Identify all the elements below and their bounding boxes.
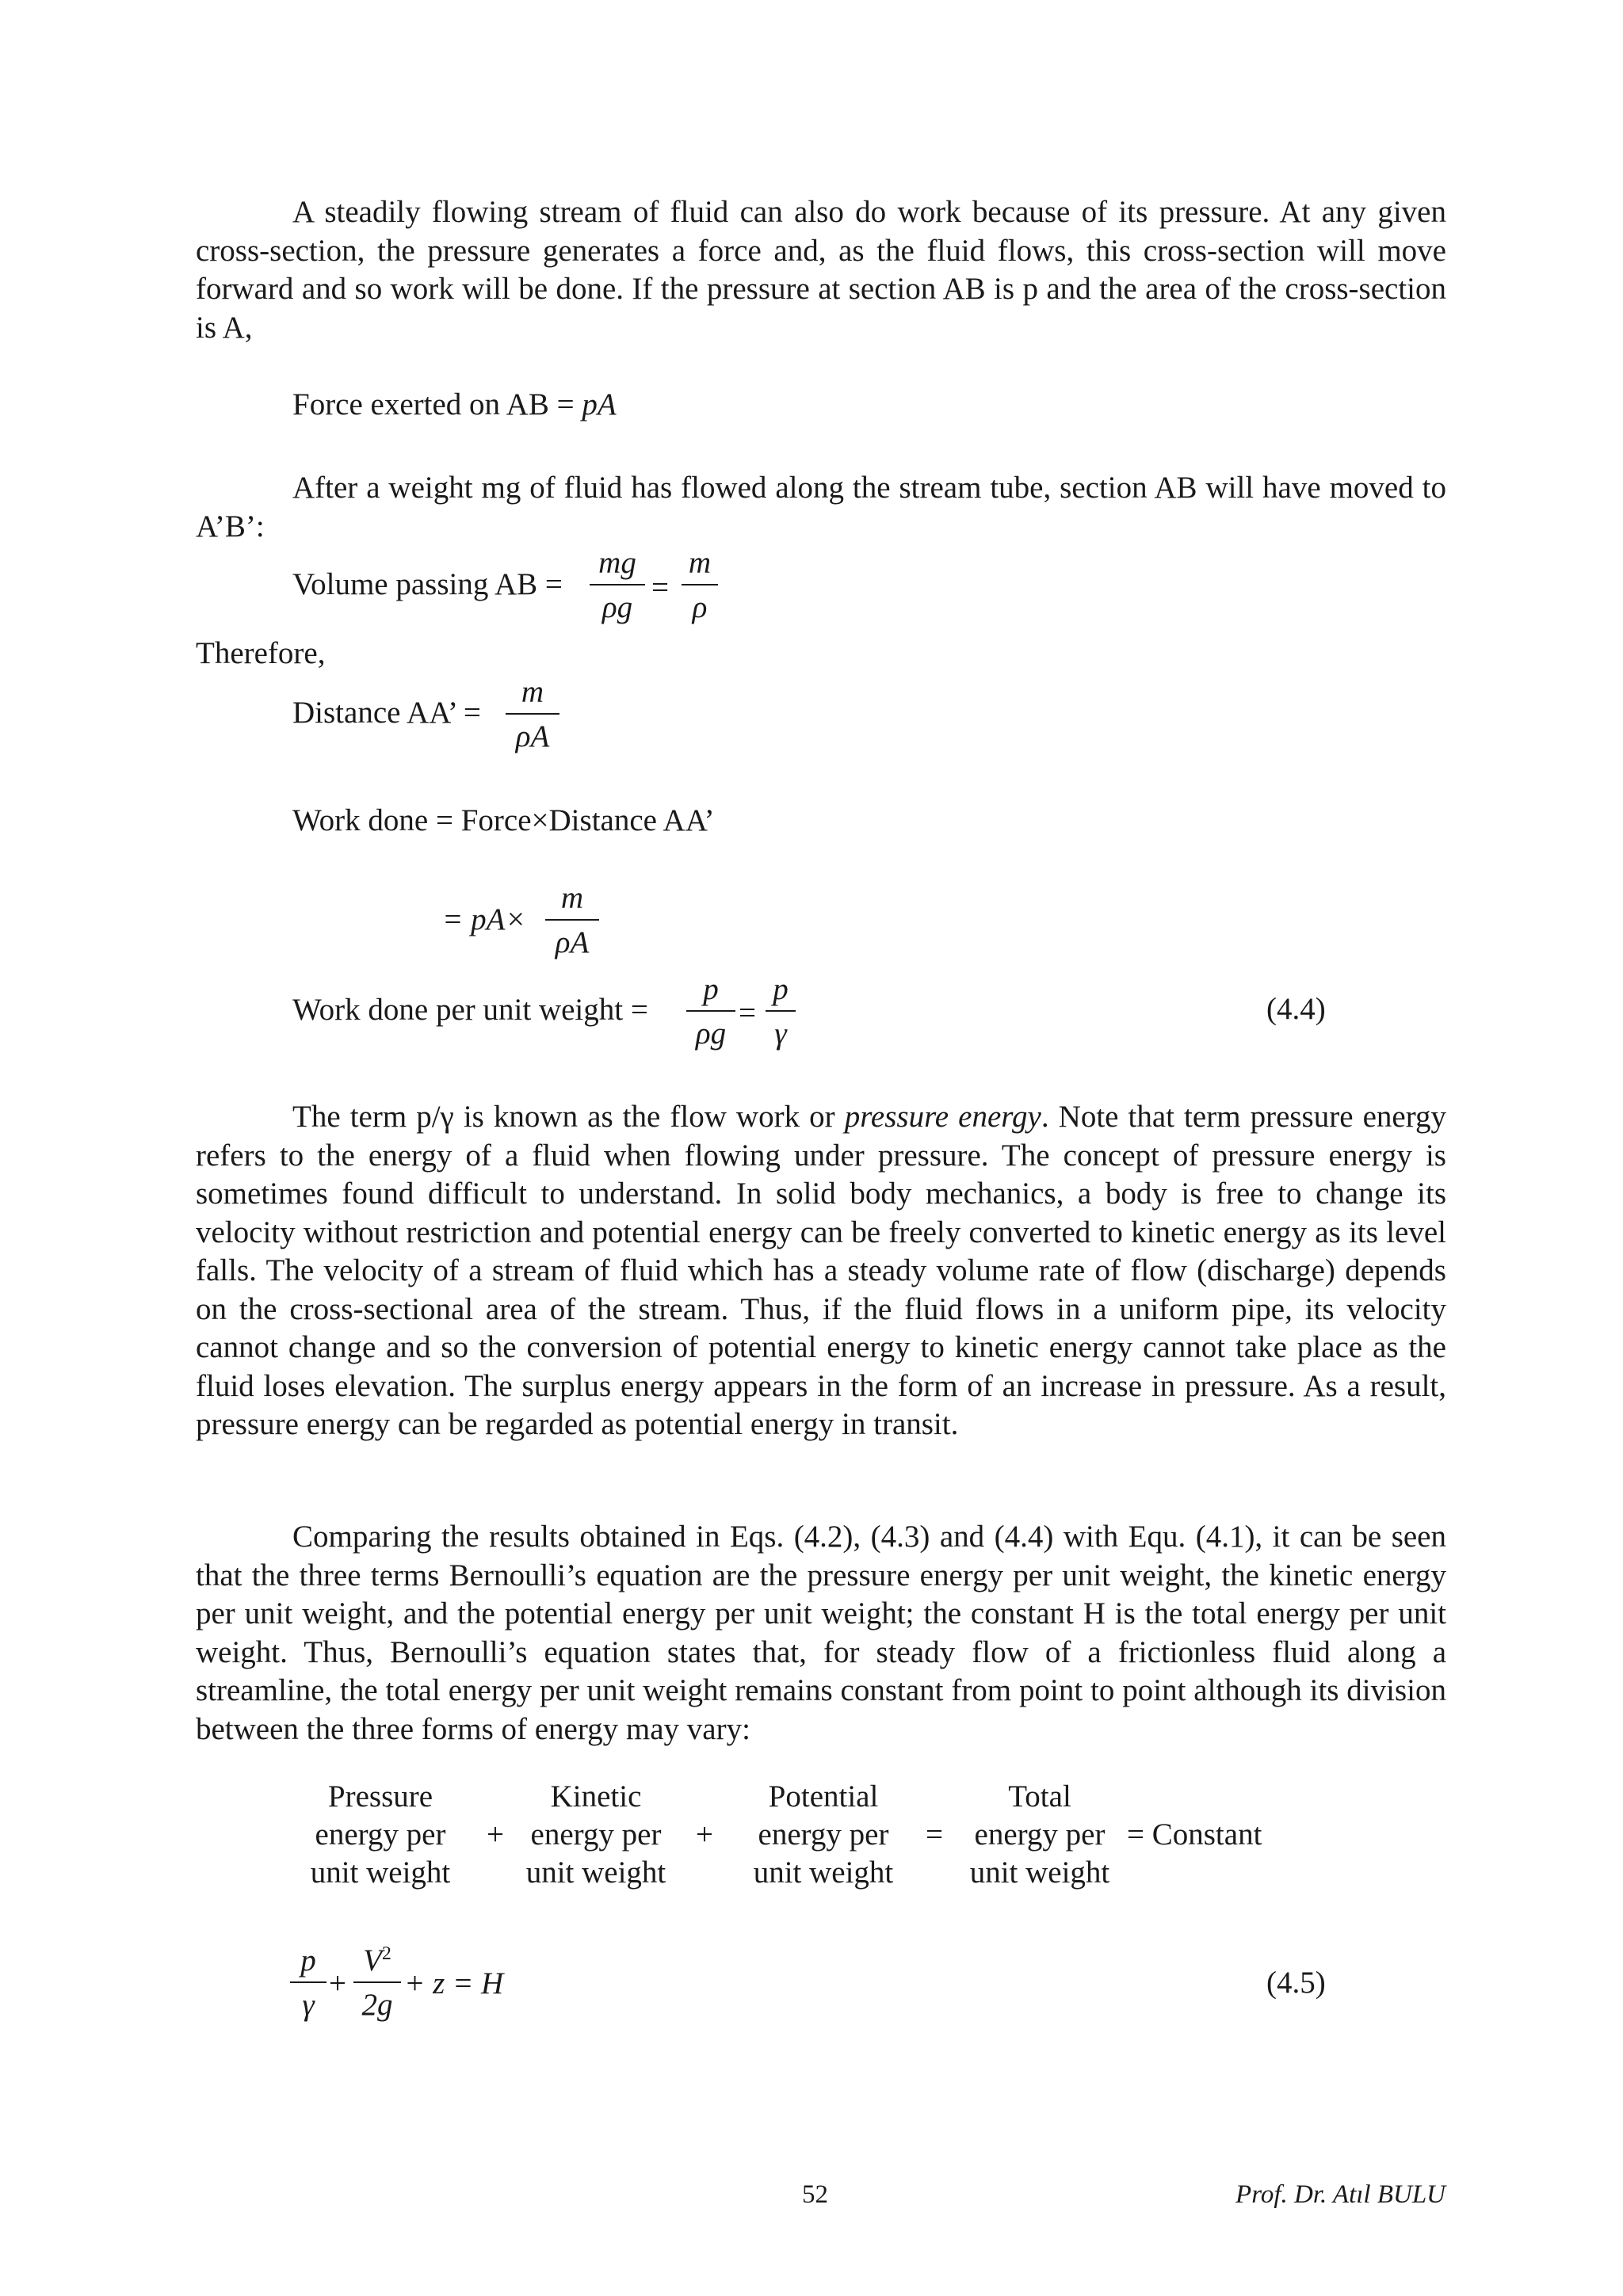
squared-exponent: 2 xyxy=(381,1943,391,1964)
fraction-bar xyxy=(682,584,718,585)
kinetic-line-2: energy per xyxy=(530,1817,662,1852)
fraction-bar xyxy=(766,1010,796,1012)
page-number: 52 xyxy=(802,2180,828,2209)
equation-number-4-4: (4.4) xyxy=(1266,992,1326,1026)
equals-sign: = xyxy=(926,1817,943,1852)
force-equation xyxy=(292,386,617,424)
plus-sign: + xyxy=(329,1966,346,2000)
kinetic-line-1: Kinetic xyxy=(550,1779,642,1814)
author-footer: Prof. Dr. Atıl BULU xyxy=(1235,2180,1445,2209)
potential-line-2: energy per xyxy=(758,1817,889,1852)
potential-line-3: unit weight xyxy=(753,1855,894,1890)
fraction-bar xyxy=(590,584,645,585)
denominator: γ xyxy=(774,1016,787,1051)
para3-text-end: . Note that term pressure energy refers to the energy of a fluid when flowing under pressure. The concept of pressure energy is sometimes found difficult to understand. In solid body mechanics, a body is free to change its velocity without restriction and potential energy can be freely converted to kinetic energy as its level falls. The velocity of a stream of fluid which has a steady volume rate of flow (discharge) depends on the cross-sectional area of the stream. Thus, if the fluid flows in a uniform pipe, its velocity cannot change and so the conversion of potential energy to kinetic energy cannot take place as the fluid loses elevation. The surplus energy appears in the form of an increase in pressure. As a result, pressure energy can be regarded as potential energy in transit. xyxy=(196,1100,1446,1441)
numerator: mg xyxy=(598,546,636,580)
numerator xyxy=(353,1943,401,1978)
fraction-bar xyxy=(353,1981,401,1983)
para3-text-start: The term p/γ is known as the flow work or xyxy=(292,1100,845,1134)
velocity-symbol: V xyxy=(363,1943,382,1978)
potential-line-1: Potential xyxy=(768,1779,879,1814)
constant-label: = Constant xyxy=(1127,1817,1262,1852)
paragraph-weight-flow: After a weight mg of fluid has flowed along the stream tube, section AB will have moved to A’B’: xyxy=(196,471,1446,543)
total-line-3: unit weight xyxy=(969,1855,1110,1890)
energy-column-potential xyxy=(740,1778,907,1892)
paragraph-pressure-work: A steadily flowing stream of fluid can also do work because of its pressure. At any given cross-section, the pressure generates a force and, as the fluid flows, this cross-section will move forward and so work will be done. If the pressure at section AB is p and the area of the cross-section is A, xyxy=(196,195,1446,345)
denominator: ρg xyxy=(601,590,633,624)
numerator: p xyxy=(703,972,719,1006)
work-equation: = pA× xyxy=(442,902,526,936)
denominator: ρg xyxy=(695,1016,727,1051)
denominator: 2g xyxy=(361,1988,393,2022)
denominator: ρA xyxy=(555,925,590,959)
denominator: ρ xyxy=(692,590,708,624)
therefore-text: Therefore, xyxy=(196,636,326,670)
numerator: m xyxy=(521,675,544,709)
numerator: p xyxy=(300,1943,316,1978)
fraction-bar xyxy=(545,919,599,921)
force-value: pA xyxy=(582,387,617,421)
equation-number-4-5: (4.5) xyxy=(1266,1966,1326,2000)
numerator: m xyxy=(560,881,584,915)
pressure-line-3: unit weight xyxy=(310,1855,451,1890)
numerator: m xyxy=(688,546,712,580)
energy-column-pressure xyxy=(301,1778,460,1892)
energy-column-kinetic xyxy=(517,1778,675,1892)
numerator: p xyxy=(773,972,789,1006)
denominator: γ xyxy=(302,1988,315,2022)
equals-sign: = xyxy=(651,570,669,605)
plus-sign: + xyxy=(487,1817,504,1852)
paragraph-bernoulli: Comparing the results obtained in Eqs. (4.2), (4.3) and (4.4) with Equ. (4.1), it can be seen that the three terms Bernoulli’s equation are the pressure energy per unit weight, the kinetic energy per unit weight, and the potential energy per unit weight; the constant H is the total energy per unit weight. Thus, Bernoulli’s equation states that, for steady flow of a frictionless fluid along a streamline, the total energy per unit weight remains constant from point to point although its division between the three forms of energy may vary: xyxy=(196,1520,1446,1746)
work-per-unit-weight-label: Work done per unit weight = xyxy=(292,993,648,1027)
denominator: ρA xyxy=(515,719,550,753)
plus-sign: + xyxy=(696,1817,713,1852)
pressure-energy-term: pressure energy xyxy=(844,1100,1041,1134)
bernoulli-rest: + z = H xyxy=(404,1966,504,2000)
equals-sign: = xyxy=(739,996,756,1030)
total-line-1: Total xyxy=(1008,1779,1071,1814)
distance-label: Distance AA’ = xyxy=(292,696,481,730)
paragraph-pressure-energy xyxy=(196,1098,1446,1444)
pressure-line-2: energy per xyxy=(315,1817,446,1852)
kinetic-line-3: unit weight xyxy=(525,1855,666,1890)
work-done-label: Work done = Force×Distance AA’ xyxy=(292,803,715,837)
volume-label: Volume passing AB = xyxy=(292,567,563,601)
energy-column-total xyxy=(960,1778,1119,1892)
fraction-bar xyxy=(290,1981,327,1983)
total-line-2: energy per xyxy=(974,1817,1106,1852)
fraction-bar xyxy=(506,713,559,715)
fraction-bar xyxy=(686,1010,735,1012)
pressure-line-1: Pressure xyxy=(327,1779,433,1814)
force-label: Force exerted on AB = xyxy=(292,387,582,421)
